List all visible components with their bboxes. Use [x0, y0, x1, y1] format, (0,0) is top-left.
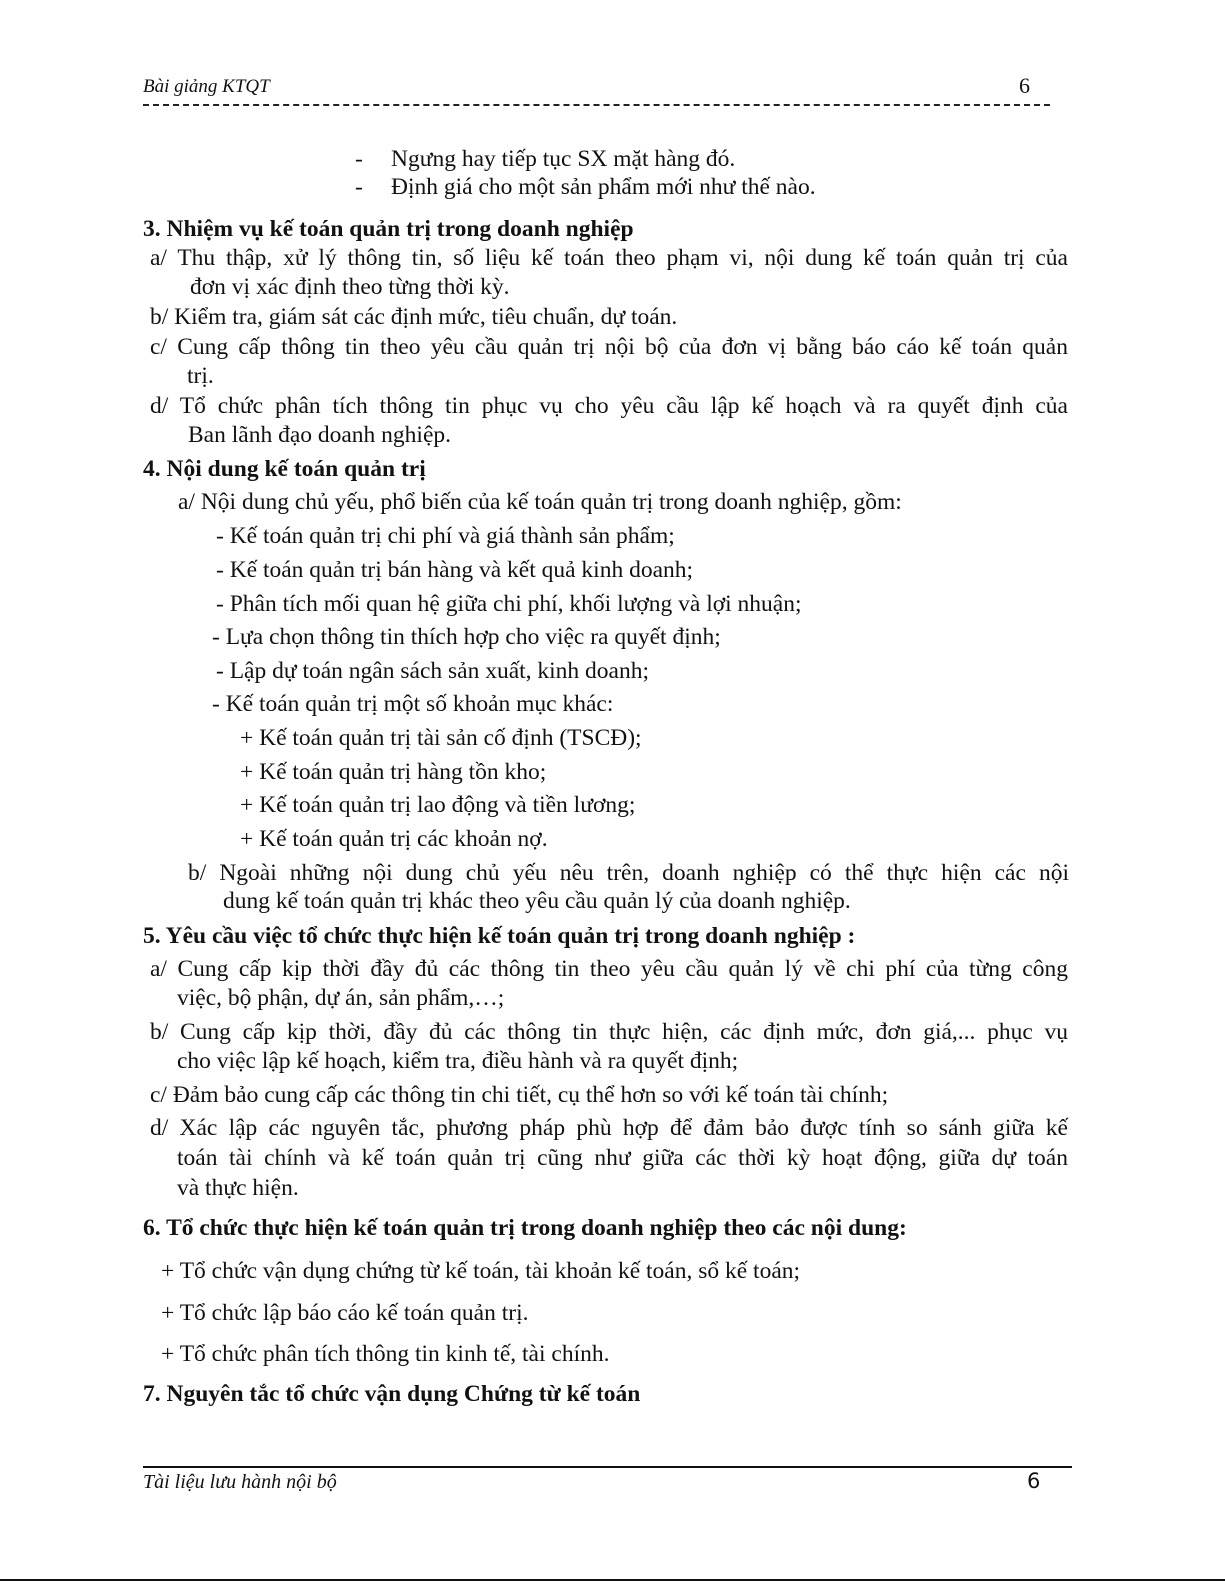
section-3-heading: 3. Nhiệm vụ kế toán quản trị trong doanh nghiệp: [143, 216, 634, 242]
section-5-item-d-cont: và thực hiện.: [177, 1175, 299, 1201]
section-3-item-a-cont: đơn vị xác định theo từng thời kỳ.: [190, 274, 510, 300]
page-bottom-border: [0, 1579, 1225, 1581]
section-5-item-d: d/ Xác lập các nguyên tắc, phương pháp phù hợp để đảm bảo được tính so sánh giữa kế: [150, 1115, 1068, 1141]
section-4-list-item: - Phân tích mối quan hệ giữa chi phí, khối lượng và lợi nhuận;: [216, 591, 802, 617]
section-5-heading: 5. Yêu cầu việc tổ chức thực hiện kế toán quản trị trong doanh nghiệp :: [143, 923, 856, 949]
section-4-list-item: - Kế toán quản trị một số khoản mục khác:: [212, 691, 614, 717]
section-5-item-b-cont: cho việc lập kế hoạch, kiểm tra, điều hành và ra quyết định;: [177, 1048, 739, 1074]
section-7-heading: 7. Nguyên tắc tổ chức vận dụng Chứng từ kế toán: [143, 1381, 641, 1407]
section-4-sub-item: + Kế toán quản trị hàng tồn kho;: [240, 759, 547, 785]
section-4-item-a: a/ Nội dung chủ yếu, phổ biến của kế toán quản trị trong doanh nghiệp, gồm:: [178, 489, 902, 515]
section-5-item-b: b/ Cung cấp kịp thời, đầy đủ các thông tin thực hiện, các định mức, đơn giá,... phục vụ: [150, 1019, 1068, 1045]
section-3-item-a: a/ Thu thập, xử lý thông tin, số liệu kế toán theo phạm vi, nội dung kế toán quản trị của: [150, 245, 1068, 271]
section-6-list-item: + Tổ chức lập báo cáo kế toán quản trị.: [161, 1300, 529, 1326]
section-4-sub-item: + Kế toán quản trị tài sản cố định (TSCĐ);: [240, 725, 642, 751]
section-4-list-item: - Lựa chọn thông tin thích hợp cho việc ra quyết định;: [212, 624, 721, 650]
section-4-item-b: b/ Ngoài những nội dung chủ yếu nêu trên, doanh nghiệp có thể thực hiện các nội: [188, 860, 1069, 886]
section-5-item-c: c/ Đảm bảo cung cấp các thông tin chi tiết, cụ thể hơn so với kế toán tài chính;: [150, 1082, 889, 1108]
footer-page-number: 6: [1027, 1469, 1041, 1493]
section-6-list-item: + Tổ chức phân tích thông tin kinh tế, tài chính.: [161, 1341, 610, 1367]
section-3-item-b: b/ Kiểm tra, giám sát các định mức, tiêu chuẩn, dự toán.: [150, 304, 678, 330]
section-3-item-d: d/ Tổ chức phân tích thông tin phục vụ cho yêu cầu lập kế hoạch và ra quyết định của: [150, 393, 1068, 419]
section-3-item-c-cont: trị.: [187, 363, 214, 389]
intro-dash: -: [355, 146, 363, 172]
header-divider: [143, 104, 1050, 106]
intro-item: Định giá cho một sản phẩm mới như thế nào.: [391, 174, 816, 200]
section-3-item-d-cont: Ban lãnh đạo doanh nghiệp.: [188, 422, 452, 448]
section-5-item-d-cont: toán tài chính và kế toán quản trị cũng như giữa các thời kỳ hoạt động, giữa dự toán: [177, 1145, 1068, 1171]
intro-dash: -: [355, 174, 363, 200]
intro-item: Ngưng hay tiếp tục SX mặt hàng đó.: [391, 146, 736, 172]
section-4-item-b-cont: dung kế toán quản trị khác theo yêu cầu quản lý của doanh nghiệp.: [223, 888, 851, 914]
section-4-list-item: - Kế toán quản trị chi phí và giá thành sản phẩm;: [216, 523, 675, 549]
section-4-sub-item: + Kế toán quản trị các khoản nợ.: [240, 826, 548, 852]
footer-divider: [143, 1466, 1072, 1468]
footer-title: Tài liệu lưu hành nội bộ: [143, 1471, 337, 1493]
section-4-list-item: - Kế toán quản trị bán hàng và kết quả kinh doanh;: [216, 557, 694, 583]
section-3-item-c: c/ Cung cấp thông tin theo yêu cầu quản trị nội bộ của đơn vị bằng báo cáo kế toán quản: [150, 334, 1068, 360]
section-4-sub-item: + Kế toán quản trị lao động và tiền lương;: [240, 792, 636, 818]
section-5-item-a: a/ Cung cấp kịp thời đầy đủ các thông tin theo yêu cầu quản lý về chi phí của từng công: [150, 956, 1068, 982]
section-4-heading: 4. Nội dung kế toán quản trị: [143, 456, 426, 482]
section-6-heading: 6. Tổ chức thực hiện kế toán quản trị trong doanh nghiệp theo các nội dung:: [143, 1215, 907, 1241]
header-page-number: 6: [1019, 73, 1030, 98]
section-6-list-item: + Tổ chức vận dụng chứng từ kế toán, tài khoản kế toán, sổ kế toán;: [161, 1258, 801, 1284]
section-5-item-a-cont: việc, bộ phận, dự án, sản phẩm,…;: [177, 985, 505, 1011]
header-title: Bài giảng KTQT: [143, 76, 270, 97]
section-4-list-item: - Lập dự toán ngân sách sản xuất, kinh doanh;: [216, 658, 650, 684]
